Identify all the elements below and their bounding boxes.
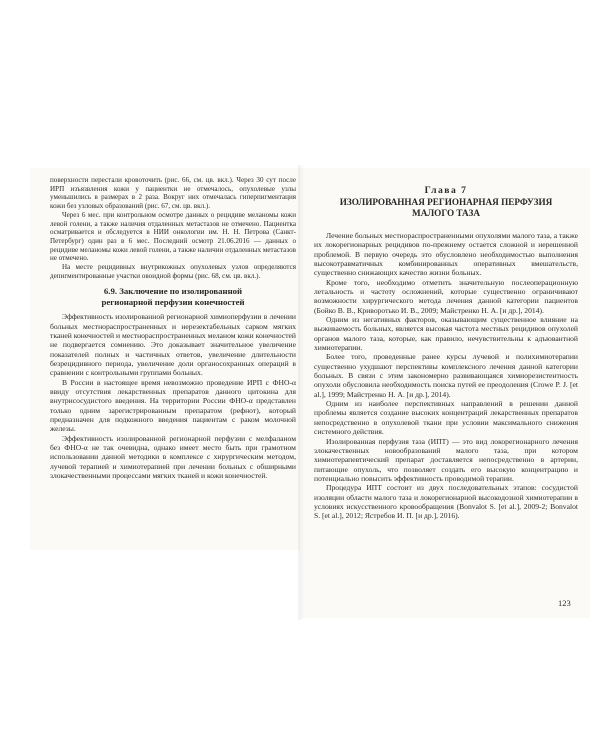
- paragraph: Изолированная перфузия таза (ИПТ) — это вид локорегионарного лечения злокачественных новообразований малого таза, при котором химиотерапевтический препарат доставляется непосредственно в артерии, питающие опухоль, что позволяет создать его высокую концентрацию и потенциально повысить эффективность проводимой терапии.: [314, 436, 578, 483]
- paragraph: Через 6 мес. при контрольном осмотре данных о рецидиве меланомы кожи левой голени, а также наличия отдаленных метастазов не отмечено. Пациентка осматривается и обследуется в НИИ онкологии им. Н. Н. Петрова (Санкт-Петербург) один раз в 6 мес. Последний осмотр 21.06.2016 — данных о рецидиве меланомы кожи левой голени, а также наличии отдаленных метастазов не отмечено.: [50, 210, 296, 263]
- paragraph: Одним из наиболее перспективных направлений в решении данной проблемы является создание высоких концентраций лекарственных препаратов непосредственно в опухолевой ткани при условии максимального снижения системного действия.: [314, 399, 578, 437]
- paragraph: В России в настоящее время невозможно проведение ИРП с ФНО-α ввиду отсутствия лекарственных препаратов данного цитокина для внутрисосудистого введения. На территории России ФНО-α представлен только одним зарегистрированным препаратом (рефнот), который предназначен для подкожного введения пациентам с раком молочной железы.: [50, 377, 296, 434]
- paragraph: На месте рецидивных внутрикожных опухолевых узлов определяются депигментированные участки овоидной формы (рис. 68, см. цв. вкл.).: [50, 263, 296, 280]
- paragraph: Более того, проведенные ранее курсы лучевой и полихимиотерапии существенно ухудшают перспективы комплексного лечения данной категории больных. В связи с этим закономерно развивающаяся химиорезистентность опухоли обусловила необходимость поиска путей ее преодоления (Crowe P. J. [et al.], 1999; Майстренко Н. А. [и др.], 2014).: [314, 352, 578, 399]
- paragraph: Лечение больных местнораспространенными опухолями малого таза, а также их локорегионарных рецидивов по-прежнему остается сложной и нерешенной проблемой. В первую очередь это обусловлено необходимостью выполнения высокотравматичных комбинированных оперативных вмешательств, существенно снижающих качество жизни больных.: [314, 230, 578, 278]
- chapter-label: Глава 7: [424, 185, 468, 196]
- chapter-title: [314, 197, 578, 219]
- chapter-title-line: ИЗОЛИРОВАННАЯ РЕГИОНАРНАЯ ПЕРФУЗИЯ: [339, 197, 553, 208]
- paragraph: Кроме того, необходимо отметить значительную послеоперационную летальность и частоту осложнений, которые существенно ограничивают возможности хирургического метода лечения данной категории пациентов (Бойко В. В., Криворотько И. В., 2009; Майстренко Н. А. [и др.], 2014).: [314, 277, 578, 315]
- paragraph: Эффективность изолированной регионарной химиоперфузии в лечении больных местнораспространенных и нерезектабельных сарком мягких тканей конечностей и местнораспространенных меланом кожи конечностей не подвергается сомнению. Это доказывает значительное увеличение показателей полных и частичных ответов, увеличение длительности безрецидивного периода, увеличение доли органосохранных операций в сравнении с контрольными группами больных.: [50, 312, 296, 378]
- book-gutter: [298, 165, 304, 620]
- right-page-text: [314, 186, 578, 521]
- paragraph: Одним из негативных факторов, оказывающим существенное влияние на выживаемость больных, является высокая частота местных рецидивов опухолей органов малого таза, которые, как правило, нечувствительны к адъювантной химиотерапии.: [314, 315, 578, 353]
- section-heading: [50, 286, 296, 307]
- paragraph: Процедура ИПТ состоит из двух последовательных этапов: сосудистой изоляции области малого таза и локорегионарной высокодозной химиотерапии в условиях искусственного кровообращения (Bonvalot S. [et al.], 2009-2; Bonvalot S. [et al.], 2012; Ястребов И. П. [и др.], 2016).: [314, 483, 578, 521]
- section-heading-line: регионарной перфузии конечностей: [101, 296, 245, 307]
- page-number: 123: [558, 598, 571, 608]
- section-heading-line: 6.9. Заключение по изолированной: [103, 286, 243, 297]
- paragraph: Эффективность изолированной регионарной перфузии с мелфаланом без ФНО-α не так очевидна, однако имеет место быть при грамотном использовании данной методики в комплексе с хирургическим методом, лучевой терапией и химиотерапией при лечении больных с обширными злокачественными процессами мягких тканей и кожи конечностей.: [50, 433, 296, 481]
- left-page-text: [50, 176, 296, 480]
- paragraph: поверхности перестали кровоточить (рис. 66, см. цв. вкл.). Через 30 сут после ИРП изъязвления кожи у пациентки не отмечалось, опухолевые узлы уменьшились в размерах в 2 раза. Вокруг них отмечалась гиперпигментация кожи без узловых образований (рис. 67, см. цв. вкл.).: [50, 176, 296, 211]
- chapter-title-line: МАЛОГО ТАЗА: [412, 208, 480, 219]
